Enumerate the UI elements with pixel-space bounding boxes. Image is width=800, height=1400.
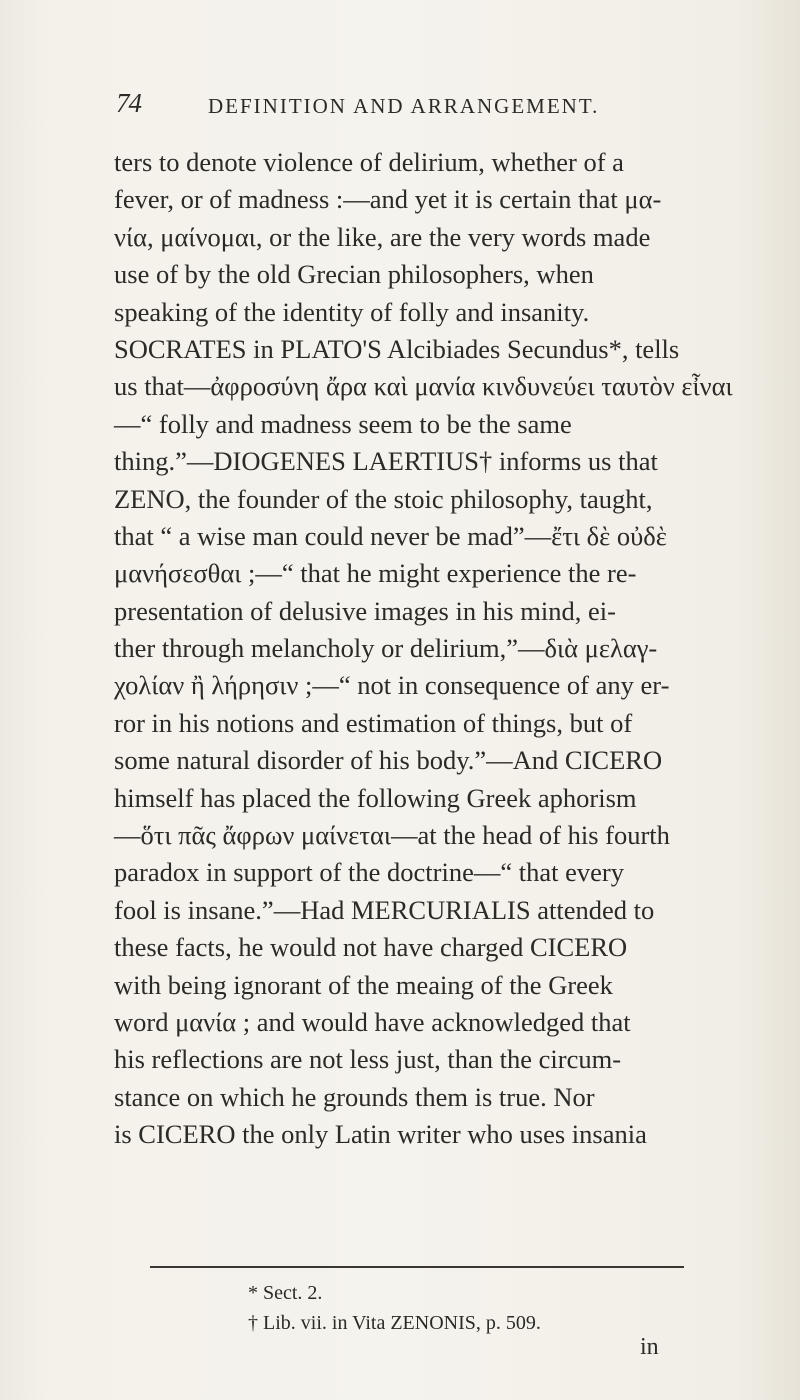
text-line: use of by the old Grecian philosophers, when (114, 259, 594, 290)
text-line: μανήσεσθαι ;—“ that he might experience the re- (114, 558, 637, 589)
text-line: stance on which he grounds them is true. Nor (114, 1081, 595, 1112)
running-head: DEFINITION AND ARRANGEMENT. (208, 94, 600, 118)
footnote: † Lib. vii. in Vita ZENONIS, p. 509. (248, 1312, 541, 1334)
text-line: fool is insane.”—Had MERCURIALIS attended to (114, 894, 655, 925)
text-line: us that—ἀφροσύνη ἄρα καὶ μανία κινδυνεύει ταυτὸν εἶναι (114, 371, 733, 402)
footnote-rule (150, 1266, 684, 1268)
footnote: * Sect. 2. (248, 1282, 323, 1304)
text-line: is CICERO the only Latin writer who uses insania (114, 1119, 647, 1150)
text-line: ZENO, the founder of the stoic philosophy, taught, (114, 483, 653, 514)
text-line: that “ a wise man could never be mad”—ἔτι δὲ οὐδὲ (114, 520, 667, 551)
footnotes (248, 1278, 688, 1338)
text-line: paradox in support of the doctrine—“ that every (114, 857, 624, 888)
text-line: presentation of delusive images in his mind, ei- (114, 595, 616, 626)
text-line: himself has placed the following Greek aphorism (114, 782, 637, 813)
text-line: ters to denote violence of delirium, whether of a (114, 147, 624, 177)
text-line: these facts, he would not have charged CICERO (114, 932, 628, 963)
text-line: ther through melancholy or delirium,”—διὰ μελαγ- (114, 633, 658, 664)
text-line: thing.”—DIOGENES LAERTIUS† informs us that (114, 446, 658, 477)
text-line: ror in his notions and estimation of things, but of (114, 707, 633, 738)
page-number: 74 (116, 88, 141, 118)
text-line: some natural disorder of his body.”—And CICERO (114, 745, 663, 776)
text-line: fever, or of madness :—and yet it is certain that μα- (114, 184, 662, 215)
text-line: word μανία ; and would have acknowledged that (114, 1006, 631, 1037)
text-line: —“ folly and madness seem to be the same (114, 408, 572, 439)
text-line: his reflections are not less just, than the circum- (114, 1044, 622, 1075)
text-line: with being ignorant of the meaing of the Greek (114, 969, 613, 1000)
text-line: νία, μαίνομαι, or the like, are the very words made (114, 221, 651, 252)
text-line: SOCRATES in PLATO'S Alcibiades Secundus*, tells (114, 333, 680, 364)
body-text (114, 144, 733, 1154)
text-line: speaking of the identity of folly and insanity. (114, 296, 590, 327)
page-header (116, 88, 676, 118)
catchword: in (640, 1334, 659, 1360)
text-line: χολίαν ἢ λήρησιν ;—“ not in consequence of any er- (114, 670, 670, 701)
text-line: —ὅτι πᾶς ἄφρων μαίνεται—at the head of his fourth (114, 820, 670, 851)
